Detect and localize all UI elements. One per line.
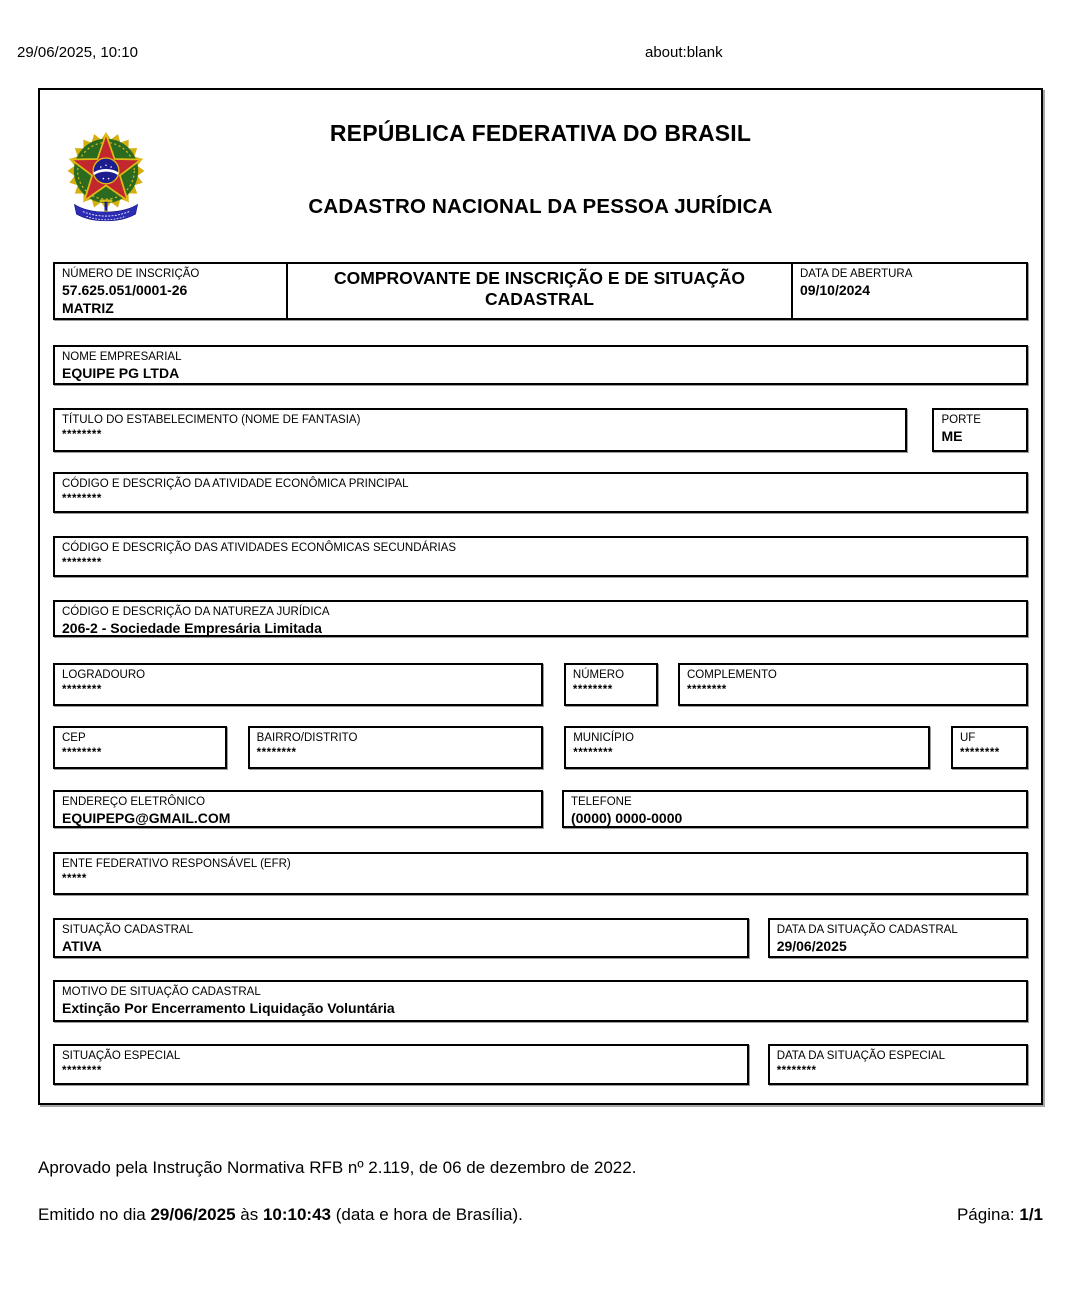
row-endereco-1: [53, 663, 1028, 706]
field-value: *****: [62, 873, 87, 885]
field-bairro-distrito: [248, 726, 543, 769]
field-porte: [932, 408, 1028, 452]
field-efr: [53, 852, 1028, 895]
row-nome-empresarial: [53, 345, 1028, 385]
row-atividade-principal: [53, 472, 1028, 513]
field-value: ********: [62, 557, 102, 569]
field-motivo-situacao: [53, 980, 1028, 1022]
field-value: ********: [62, 684, 102, 696]
field-value: ********: [256, 747, 297, 759]
row-atividades-secundarias: [53, 536, 1028, 577]
row-natureza-juridica: [53, 600, 1028, 637]
field-label: TELEFONE: [570, 796, 632, 808]
field-value: 29/06/2025: [776, 938, 847, 954]
field-label: BAIRRO/DISTRITO: [256, 732, 358, 744]
field-value: (0000) 0000-0000: [570, 810, 683, 826]
field-label: DATA DE ABERTURA: [799, 268, 913, 280]
row-endereco-2: [53, 726, 1028, 769]
comprovante-title: COMPROVANTE DE INSCRIÇÃO E DE SITUAÇÃO CADASTRAL: [288, 264, 793, 318]
field-value: 09/10/2024: [799, 282, 871, 298]
field-label: NÚMERO: [572, 669, 625, 681]
field-value: ********: [62, 493, 102, 505]
footer-emitted: [38, 1205, 523, 1225]
field-endereco-eletronico: [53, 790, 543, 828]
field-label: DATA DA SITUAÇÃO ESPECIAL: [776, 1050, 945, 1062]
field-label: ENDEREÇO ELETRÔNICO: [62, 796, 206, 808]
field-telefone: [562, 790, 1028, 828]
footer-approval: Aprovado pela Instrução Normativa RFB nº 2.119, de 06 de dezembro de 2022.: [38, 1158, 637, 1177]
row-contato: [53, 790, 1028, 828]
field-label: SITUAÇÃO ESPECIAL: [62, 1050, 181, 1062]
field-label: DATA DA SITUAÇÃO CADASTRAL: [776, 924, 958, 936]
field-data-situacao-cadastral: [768, 918, 1028, 958]
field-data-abertura: [793, 264, 1026, 318]
page-value: 1/1: [1019, 1205, 1043, 1224]
field-label: CÓDIGO E DESCRIÇÃO DA ATIVIDADE ECONÔMICA PRINCIPAL: [62, 478, 409, 490]
field-value: EQUIPE PG LTDA: [62, 365, 180, 381]
field-atividade-principal: [53, 472, 1028, 513]
row-situacao-especial: [53, 1044, 1028, 1085]
cnpj-document: [38, 88, 1043, 1105]
row-situacao-cadastral: [53, 918, 1028, 958]
print-header-datetime: 29/06/2025, 10:10: [17, 44, 138, 61]
field-label: SITUAÇÃO CADASTRAL: [62, 924, 193, 936]
field-value: Extinção Por Encerramento Liquidação Voluntária: [62, 1000, 395, 1016]
field-label: CEP: [62, 732, 86, 744]
field-value: EQUIPEPG@GMAIL.COM: [62, 810, 231, 826]
field-value: 57.625.051/0001-26: [62, 282, 188, 298]
field-label: ENTE FEDERATIVO RESPONSÁVEL (EFR): [62, 858, 291, 870]
field-cep: [53, 726, 227, 769]
field-natureza-juridica: [53, 600, 1028, 637]
footer-page: [957, 1205, 1043, 1225]
field-municipio: [564, 726, 930, 769]
document-header: [53, 90, 1028, 262]
emitted-prefix: Emitido no dia: [38, 1205, 151, 1224]
field-value: ********: [572, 684, 613, 696]
row-efr: [53, 852, 1028, 895]
field-label: CÓDIGO E DESCRIÇÃO DAS ATIVIDADES ECONÔMICAS SECUNDÁRIAS: [62, 542, 457, 554]
field-value: ********: [62, 747, 102, 759]
emitted-date: 29/06/2025: [150, 1205, 236, 1224]
row-motivo-situacao: [53, 980, 1028, 1022]
emitted-suffix: (data e hora de Brasília).: [331, 1205, 523, 1224]
emitted-mid: às: [235, 1205, 263, 1224]
field-titulo-estabelecimento: [53, 408, 907, 452]
field-label: COMPLEMENTO: [686, 669, 777, 681]
field-label: CÓDIGO E DESCRIÇÃO DA NATUREZA JURÍDICA: [62, 606, 330, 618]
field-value: ********: [776, 1065, 817, 1077]
field-complemento: [678, 663, 1028, 706]
row-inscricao: [53, 262, 1028, 320]
row-titulo-porte: [53, 408, 1028, 452]
field-value-tipo: MATRIZ: [62, 300, 114, 316]
field-logradouro: [53, 663, 543, 706]
field-value: ********: [686, 684, 727, 696]
print-header-title: about:blank: [645, 44, 723, 61]
field-value: ********: [62, 1065, 102, 1077]
field-label: NÚMERO DE INSCRIÇÃO: [62, 268, 200, 280]
cnpj-document-inner: [40, 90, 1041, 1103]
field-value: ********: [959, 747, 1000, 759]
field-label: NOME EMPRESARIAL: [62, 351, 182, 363]
field-numero: [564, 663, 658, 706]
field-data-situacao-especial: [768, 1044, 1028, 1085]
field-situacao-cadastral: [53, 918, 749, 958]
doc-title-republic: REPÚBLICA FEDERATIVA DO BRASIL: [329, 120, 752, 146]
field-label: MUNICÍPIO: [573, 732, 634, 744]
emitted-time: 10:10:43: [262, 1205, 332, 1224]
field-value: ********: [62, 429, 102, 441]
field-uf: [951, 726, 1028, 769]
field-label: LOGRADOURO: [62, 669, 146, 681]
field-value: ATIVA: [62, 938, 102, 954]
field-label: TÍTULO DO ESTABELECIMENTO (NOME DE FANTASIA): [62, 414, 361, 426]
field-nome-empresarial: [53, 345, 1028, 385]
field-group-inscricao: [53, 262, 1028, 320]
field-label: UF: [959, 732, 976, 744]
page-label: Página:: [956, 1205, 1020, 1224]
field-atividades-secundarias: [53, 536, 1028, 577]
field-label: PORTE: [941, 414, 981, 426]
field-value: 206-2 - Sociedade Empresária Limitada: [62, 620, 322, 636]
field-label: MOTIVO DE SITUAÇÃO CADASTRAL: [62, 986, 261, 998]
doc-title-registry: CADASTRO NACIONAL DA PESSOA JURÍDICA: [308, 195, 773, 218]
field-numero-inscricao: [55, 264, 288, 318]
field-situacao-especial: [53, 1044, 749, 1085]
field-value: ********: [573, 747, 614, 759]
footer-emitted-line: [38, 1205, 1043, 1225]
field-value: ME: [941, 428, 963, 444]
